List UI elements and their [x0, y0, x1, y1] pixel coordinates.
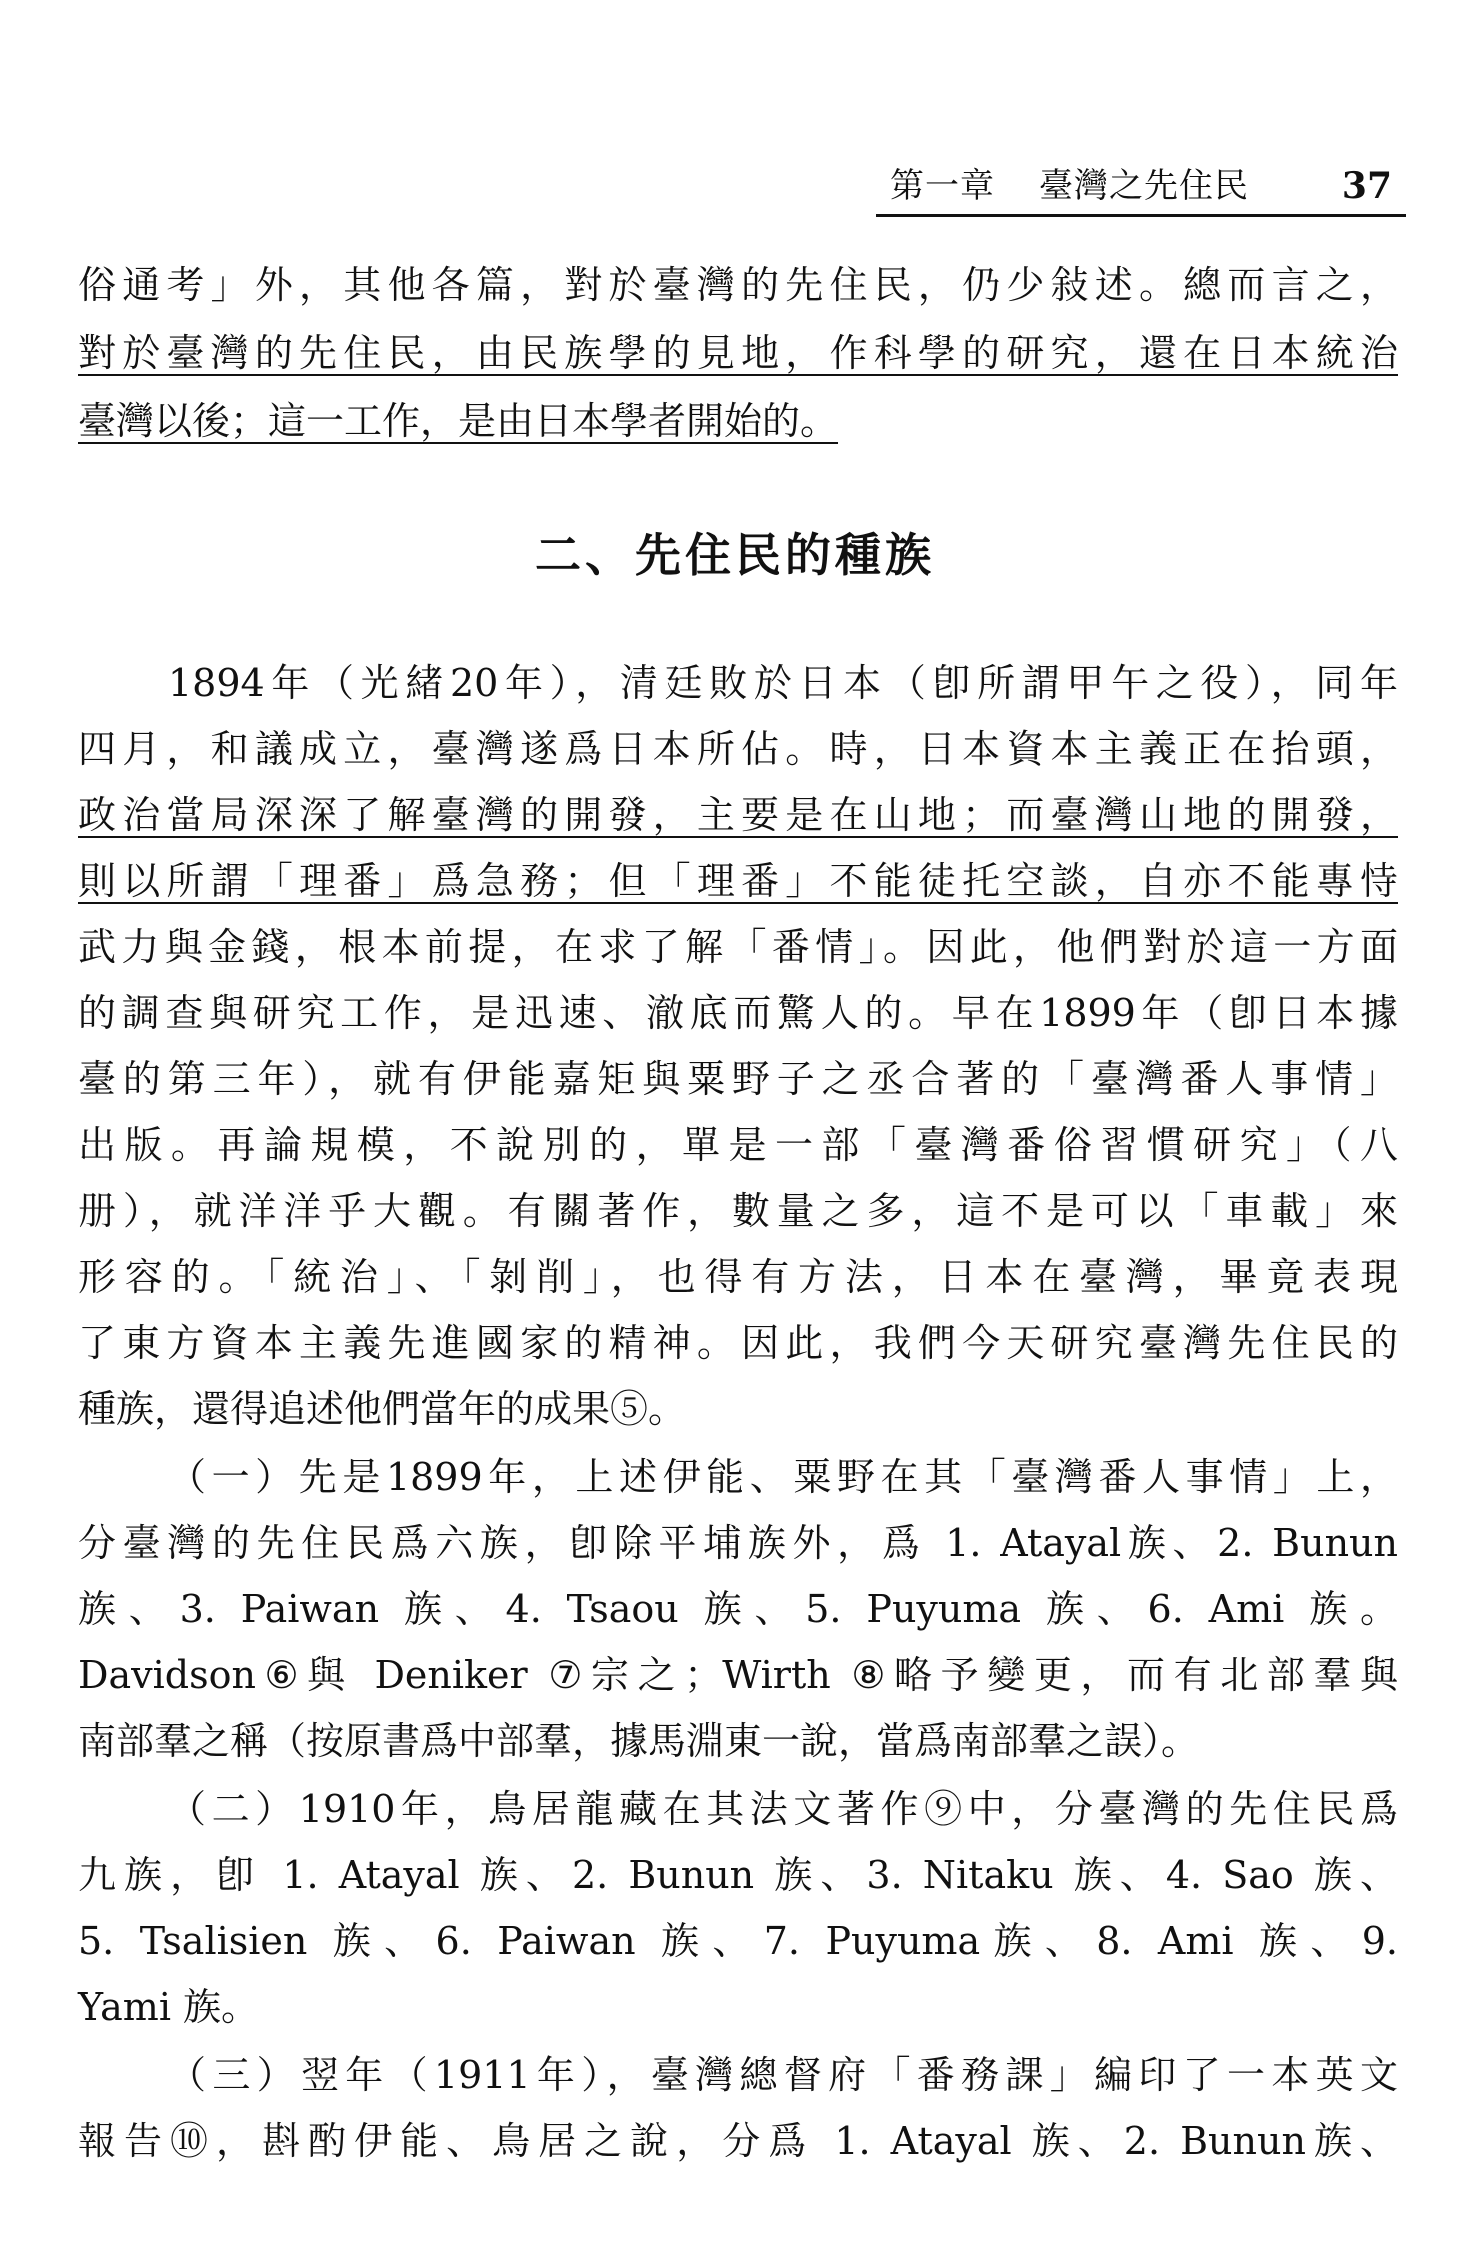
- chapter-label: 第一章: [890, 166, 995, 206]
- paragraph-line: 形容的。「統治」、「剝削」，也得有方法，日本在臺灣，畢竟表現: [78, 1255, 1398, 1299]
- intro-line: 俗通考」外，其他各篇，對於臺灣的先住民，仍少敍述。總而言之，: [78, 263, 1398, 307]
- paragraph-line: 四月，和議成立，臺灣遂爲日本所佔。時，日本資本主義正在抬頭，: [78, 727, 1398, 771]
- paragraph-line: 5. Tsalisien 族、6. Paiwan 族、7. Puyuma族、8. Ami 族、9.: [78, 1919, 1398, 1963]
- paragraph-line: Davidson⑥與 Deniker ⑦宗之；Wirth ⑧略予變更，而有北部羣與: [78, 1653, 1398, 1697]
- page-number: 37: [1341, 165, 1392, 207]
- paragraph-line: 了東方資本主義先進國家的精神。因此，我們今天研究臺灣先住民的: [78, 1321, 1398, 1365]
- paragraph-line: （一）先是1899年，上述伊能、粟野在其「臺灣番人事情」上，: [168, 1455, 1398, 1499]
- paragraph-line: 臺的第三年），就有伊能嘉矩與粟野子之丞合著的「臺灣番人事情」: [78, 1057, 1398, 1101]
- paragraph-line: （三）翌年（1911年），臺灣總督府「番務課」編印了一本英文: [168, 2053, 1398, 2097]
- paragraph-line: 則以所謂「理番」爲急務；但「理番」不能徒托空談，自亦不能專恃: [78, 859, 1398, 903]
- paragraph-line: 報告⑩，斟酌伊能、鳥居之說，分爲 1. Atayal 族、2. Bunun族、: [78, 2119, 1398, 2163]
- paragraph-line: 南部羣之稱（按原書爲中部羣，據馬淵東一說，當爲南部羣之誤）。: [78, 1719, 1200, 1763]
- intro-line: 臺灣以後；這一工作，是由日本學者開始的。: [78, 399, 839, 443]
- paragraph-line: 政治當局深深了解臺灣的開發，主要是在山地；而臺灣山地的開發，: [78, 793, 1398, 837]
- paragraph-line: 册），就洋洋乎大觀。有關著作，數量之多，這不是可以「車載」來: [78, 1189, 1398, 1233]
- paragraph-line: 武力與金錢，根本前提，在求了解「番情」。因此，他們對於這一方面: [78, 925, 1398, 969]
- paragraph-line: 分臺灣的先住民爲六族，卽除平埔族外，爲 1. Atayal族、2. Bunun: [78, 1521, 1398, 1565]
- paragraph-line: Yami 族。: [78, 1985, 260, 2029]
- paragraph-line: 出版。再論規模，不說別的，單是一部「臺灣番俗習慣研究」（八: [78, 1123, 1398, 1167]
- section-heading: 二、先住民的種族: [535, 528, 935, 582]
- paragraph-line: 1894年（光緒20年），清廷敗於日本（卽所謂甲午之役），同年: [168, 661, 1398, 705]
- running-header: [876, 158, 1406, 217]
- chapter-title: 臺灣之先住民: [1039, 166, 1249, 206]
- paragraph-line: 族、3. Paiwan 族、4. Tsaou 族、5. Puyuma 族、6. Ami 族。: [78, 1587, 1398, 1631]
- paragraph-line: （二）1910年，鳥居龍藏在其法文著作⑨中，分臺灣的先住民爲: [168, 1787, 1398, 1831]
- paragraph-line: 種族，還得追述他們當年的成果⑤。: [78, 1387, 687, 1431]
- paragraph-line: 九族，卽 1. Atayal 族、2. Bunun 族、3. Nitaku 族、4. Sao 族、: [78, 1853, 1398, 1897]
- paragraph-line: 的調查與研究工作，是迅速、澈底而驚人的。早在1899年（卽日本據: [78, 991, 1398, 1035]
- intro-line: 對於臺灣的先住民，由民族學的見地，作科學的研究，還在日本統治: [78, 331, 1398, 375]
